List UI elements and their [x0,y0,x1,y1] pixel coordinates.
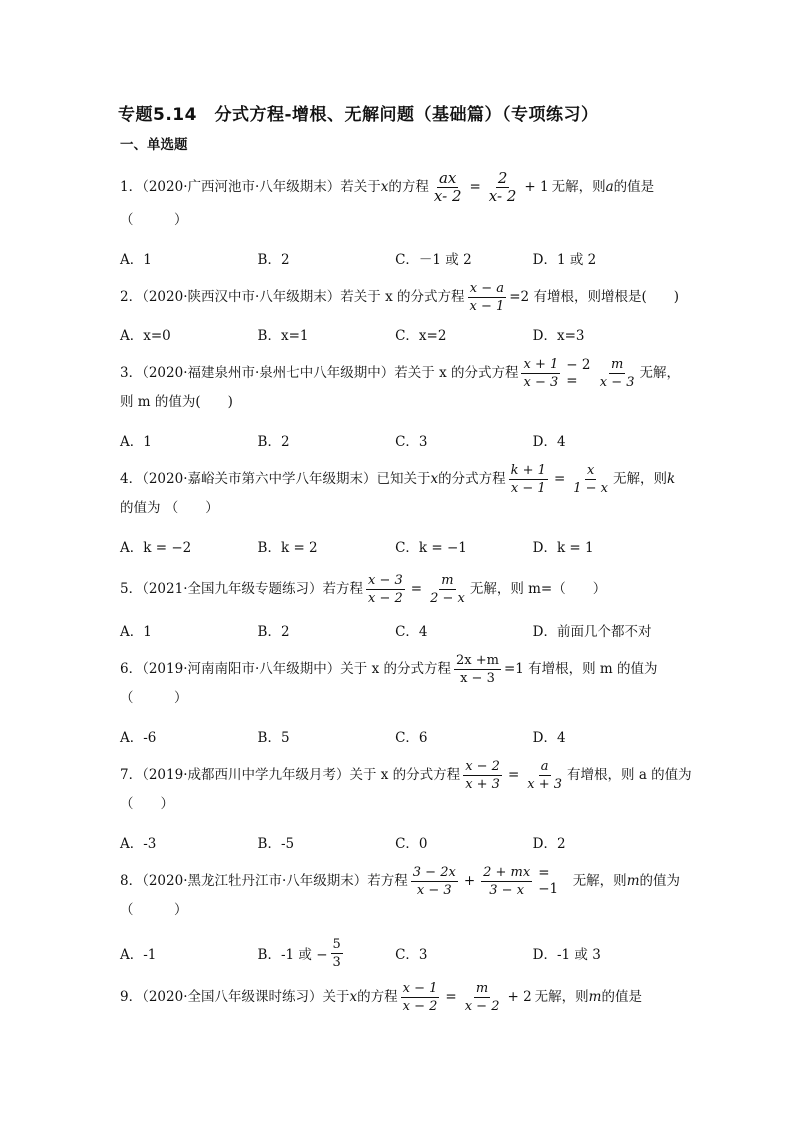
option-c: C．－1 或 2 [395,252,472,268]
option-d: D．2 [532,836,566,852]
option-b: B．2 [257,252,290,268]
fraction: $\frac{5}{3}$ [332,936,341,970]
option-a: A．1 [120,624,152,640]
question-stem: 5．（2021·全国九年级专题练习）若方程 $\frac{x - 3}{x - 2}$ = $\frac{m}{2 - x}$ 无解，则 m=（ ） [120,572,607,606]
question-continuation: （ ） [120,212,188,228]
option-a: A．1 [120,434,152,450]
question-1 [120,163,680,273]
option-b: B．-1 或 − $\frac{5}{3}$ [257,936,341,970]
fraction: $\frac{m}{x - 2}$ [464,980,500,1014]
fraction: $\frac{2x +m}{x - 3}$ [455,652,499,686]
option-c: C．k = −1 [395,540,467,556]
options-row [120,319,680,349]
option-c: C．3 [395,434,428,450]
option-d: D．x=3 [532,328,585,344]
question-4 [120,459,680,561]
option-d: D．k = 1 [532,540,594,556]
option-b: B．k = 2 [257,540,318,556]
options-row [120,721,680,751]
question-2 [120,277,680,349]
section-heading: 一、单选题 [120,137,188,153]
option-b: B．-5 [257,836,295,852]
option-d: D．-1 或 3 [532,947,601,963]
option-a: A．x=0 [120,328,171,344]
option-b: B．2 [257,434,290,450]
fraction: $\frac{x - 3}{x - 2}$ [368,572,403,606]
option-d: D．前面几个都不对 [532,624,652,640]
options-row [120,615,680,645]
option-a: A．-3 [120,836,157,852]
option-c: C．x=2 [395,328,447,344]
question-stem: 8．（2020·黑龙江牡丹江市·八年级期末）若方程 $\frac{3 - 2x}{x - 3}$ + $\frac{2 + mx}{3 - x}$ = −1 无解，则 m 的值为 [120,864,680,898]
question-stem: 2．（2020·陕西汉中市·八年级期末）若关于 x 的分式方程 $\frac{x - a}{x - 1}$ =2 有增根，则增根是( ) [120,280,679,314]
question-continuation: （ ） [120,796,174,812]
fraction: $\frac{x}{1 - x}$ [573,462,609,496]
fraction: $\frac{ax}{x- 2}$ [433,168,462,205]
options-row [120,827,680,857]
question-continuation: （ ） [120,902,188,918]
fraction: $\frac{2 + mx}{3 - x}$ [483,864,531,898]
option-b: B．5 [257,730,290,746]
option-d: D．4 [532,434,566,450]
question-stem: 9．（2020·全国八年级课时练习）关于 x 的方程 $\frac{x - 1}{x - 2}$ = $\frac{m}{x - 2}$ + 2 无解，则 m 的值是 [120,980,642,1014]
question-8 [120,861,680,973]
question-stem: 7．（2019·成都西川中学九年级月考）关于 x 的分式方程 $\frac{x - 2}{x + 3}$ = $\frac{a}{x + 3}$ 有增根，则 a 的值为 [120,758,692,792]
question-5 [120,565,680,645]
fraction: $\frac{x + 1}{x - 3}$ [523,356,559,390]
option-c: C．6 [395,730,428,746]
question-stem: 1．（2020·广西河池市·八年级期末）若关于 x 的方程 $\frac{ax}{x- 2}$ = $\frac{2}{x- 2}$ + 1 无解，则 a 的值是 [120,168,655,205]
option-a: A．-1 [120,947,157,963]
question-3 [120,353,680,455]
question-stem: 4．（2020·嘉峪关市第六中学八年级期末）已知关于 x 的分式方程 $\frac{k + 1}{x - 1}$ = $\frac{x}{1 - x}$ 无解，则 k [120,462,676,496]
document-page [118,100,692,1017]
fraction: $\frac{3 - 2x}{x - 3}$ [412,864,456,898]
fraction: $\frac{a}{x + 3}$ [527,758,563,792]
fraction: $\frac{k + 1}{x - 1}$ [510,462,546,496]
option-a: A．-6 [120,730,157,746]
option-c: C．4 [395,624,428,640]
option-a: A．1 [120,252,152,268]
fraction: $\frac{x - a}{x - 1}$ [469,280,505,314]
option-d: D．4 [532,730,566,746]
option-b: B．2 [257,624,290,640]
options-row [120,425,680,455]
question-continuation: 则 m 的值为( ) [120,394,233,410]
option-b: B．x=1 [257,328,309,344]
option-c: C．3 [395,947,428,963]
question-continuation: 的值为 （ ） [120,500,219,516]
options-row [120,243,680,273]
options-row [120,531,680,561]
option-d: D．1 或 2 [532,252,597,268]
question-stem: 6．（2019·河南南阳市·八年级期中）关于 x 的分式方程 $\frac{2x +m}{x - 3}$ =1 有增根，则 m 的值为 [120,652,658,686]
option-c: C．0 [395,836,428,852]
question-continuation: （ ） [120,690,188,706]
fraction: $\frac{x - 2}{x + 3}$ [465,758,500,792]
question-6 [120,649,680,751]
option-a: A．k = −2 [120,540,192,556]
page-title: 专题5.14 分式方程-增根、无解问题（基础篇）（专项练习） [118,105,599,125]
question-7 [120,755,692,857]
options-row [120,933,680,973]
question-9 [120,977,680,1017]
fraction: $\frac{m}{x - 3}$ [599,356,635,390]
fraction: $\frac{2}{x- 2}$ [488,168,517,205]
question-stem: 3．（2020·福建泉州市·泉州七中八年级期中）若关于 x 的分式方程 $\frac{x + 1}{x - 3}$ − 2 = $\frac{m}{x - 3}$ 无解， [120,356,680,390]
fraction: $\frac{m}{2 - x}$ [430,572,465,606]
fraction: $\frac{x - 1}{x - 2}$ [402,980,438,1014]
